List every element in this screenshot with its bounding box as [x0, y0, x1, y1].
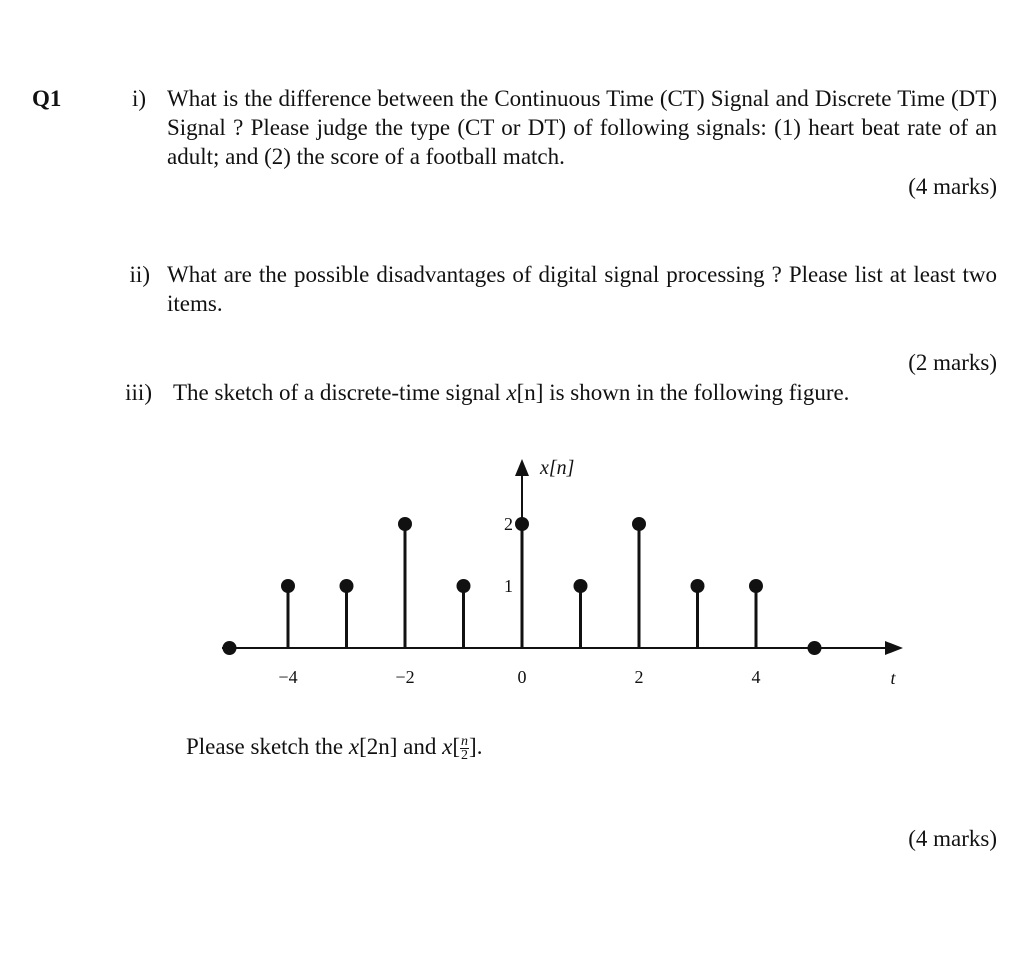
- stem-marker: [340, 579, 354, 593]
- stem-marker: [574, 579, 588, 593]
- expr2-var: x: [442, 734, 453, 759]
- stem-marker: [691, 579, 705, 593]
- expr2-numerator: n: [461, 734, 469, 750]
- expr2-close: ].: [469, 734, 483, 759]
- sketch-and: and: [397, 734, 443, 759]
- y-tick-label: 2: [504, 514, 513, 534]
- x-tick-label: −2: [395, 667, 415, 687]
- sketch-instruction: [186, 732, 482, 762]
- signal-var: x: [506, 380, 517, 405]
- part-ii-marks: (2 marks): [908, 350, 997, 375]
- stem-marker: [515, 517, 529, 531]
- expr1-var: x: [348, 734, 360, 759]
- stem-marker: [632, 517, 646, 531]
- part-iii-marks: (4 marks): [908, 826, 997, 851]
- part-iii-label: iii): [125, 380, 152, 405]
- expr1-index: [2n]: [359, 734, 398, 759]
- part-iii-text: [173, 378, 849, 407]
- y-axis-arrow: [515, 459, 529, 476]
- x-tick-label: 4: [751, 667, 761, 687]
- y-axis-label: x[n]: [540, 457, 575, 479]
- question-number: Q1: [32, 86, 62, 111]
- part-ii-text: What are the possible disadvantages of digital signal processing ? Please list at least two items.: [167, 262, 997, 316]
- part-iii-text-after: is shown in the following figure.: [543, 380, 850, 405]
- stem-marker: [398, 517, 412, 531]
- x-tick-label: 0: [517, 667, 527, 687]
- x-tick-label: 2: [634, 667, 644, 687]
- stem-marker: [457, 579, 471, 593]
- x-axis-label: t: [890, 668, 896, 688]
- x-tick-label: −4: [278, 667, 298, 687]
- expr2-fraction: [460, 735, 469, 762]
- part-i-label: i): [131, 86, 146, 111]
- part-ii-label: ii): [129, 262, 150, 287]
- signal-index: [n]: [516, 380, 544, 405]
- stem-marker: [223, 641, 237, 655]
- sketch-prefix: Please sketch the: [186, 734, 349, 759]
- stem-marker: [749, 579, 763, 593]
- y-tick-label: 1: [504, 576, 513, 596]
- part-iii-text-before: The sketch of a discrete-time signal: [173, 380, 507, 405]
- stem-plot: [0, 430, 1024, 710]
- part-i-text: What is the difference between the Continuous Time (CT) Signal and Discrete Time (DT) Signal ? Please judge the type (CT or DT) of following signals: (1) heart beat rate of an adult; and (2) the score of a football match.: [167, 86, 997, 169]
- expr2-open: [: [452, 734, 461, 759]
- stem-marker: [281, 579, 295, 593]
- stem-marker: [808, 641, 822, 655]
- chart-root: [222, 457, 903, 688]
- x-axis-arrow: [885, 641, 903, 655]
- part-i-marks: (4 marks): [908, 174, 997, 199]
- expr2-denominator: 2: [461, 748, 469, 764]
